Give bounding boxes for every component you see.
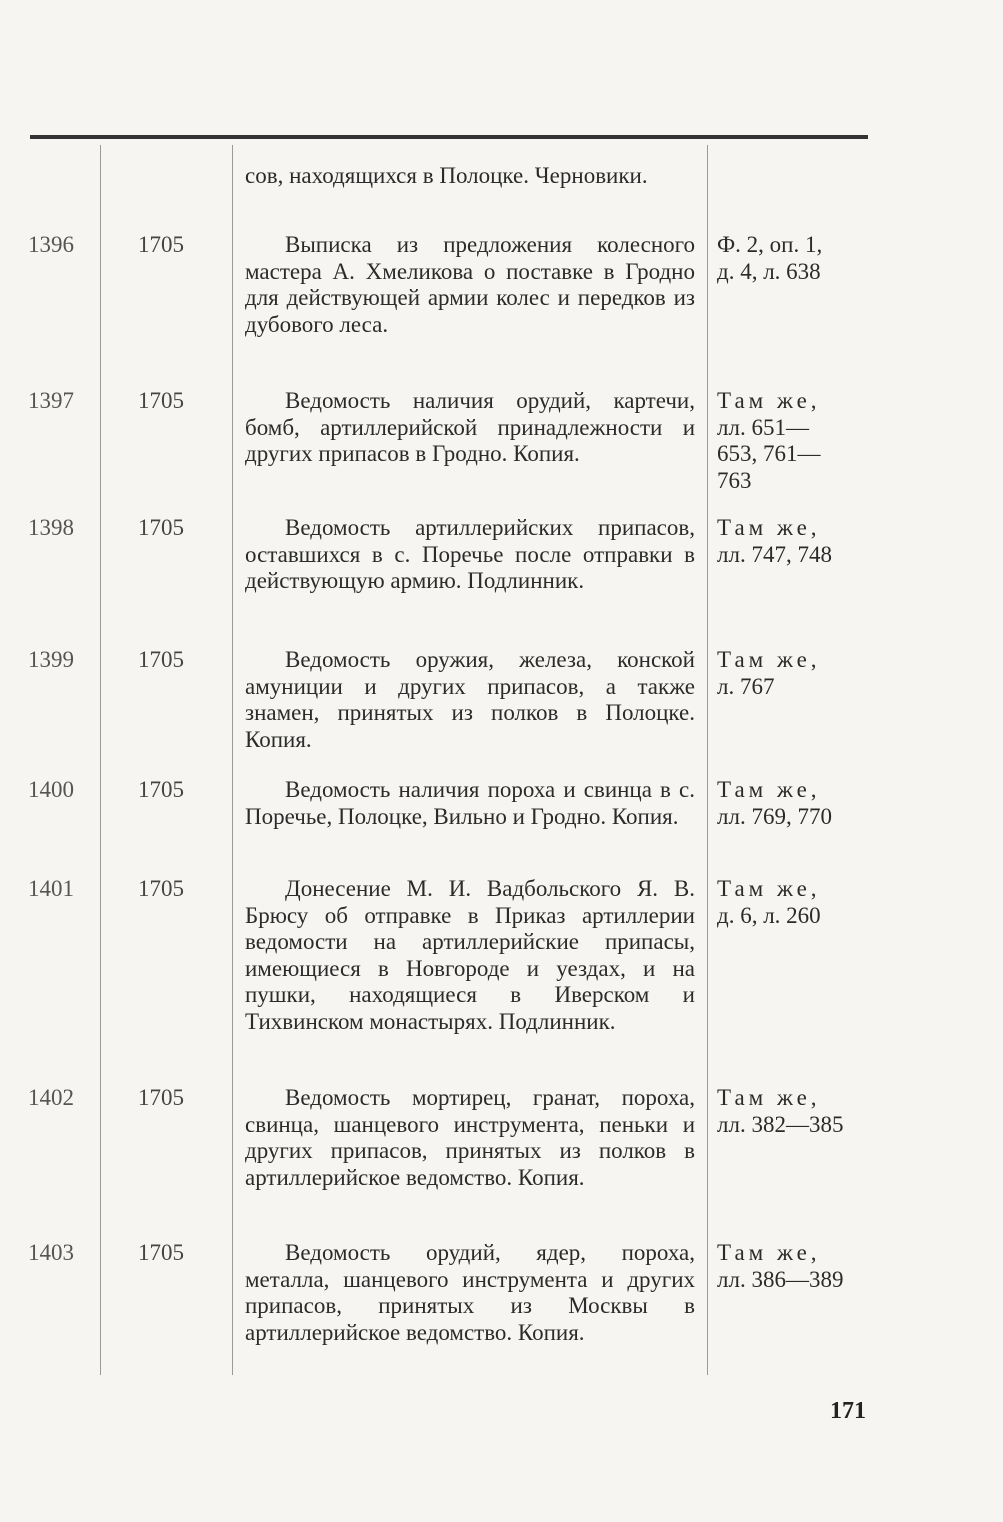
reference-line: Там же,: [717, 1085, 821, 1110]
entry-number: 1402: [28, 1085, 74, 1110]
entry-description: Ведомость оружия, железа, конской амуниции и других припасов, а также знамен, принятых из полков в Полоцке. Копия.: [245, 647, 695, 752]
entry-reference: [717, 1085, 847, 1138]
entry-number: 1400: [28, 777, 74, 802]
entry-reference: [717, 388, 847, 494]
entry-number: 1396: [28, 232, 74, 257]
reference-line: Там же,: [717, 388, 821, 413]
entry-number: 1398: [28, 515, 74, 540]
reference-line: Там же,: [717, 777, 821, 802]
entry-reference: [717, 515, 887, 568]
reference-line: Там же,: [717, 876, 821, 901]
reference-line: лл. 382—385: [717, 1111, 844, 1137]
column-divider: [707, 145, 708, 1375]
entry-number: 1399: [28, 647, 74, 672]
entry-description: Ведомость артиллерийских припасов, оставшихся в с. Поречье после отправки в действующую армию. Подлинник.: [245, 515, 695, 593]
entry-year: 1705: [138, 1085, 184, 1110]
reference-line: д. 6, л. 260: [717, 902, 821, 928]
reference-line: Ф. 2, оп. 1,: [717, 232, 823, 257]
entry-description: Донесение М. И. Вадбольского Я. В. Брюсу об отправке в Приказ артиллерии ведомости на артиллерийские припасы, имеющиеся в Новгороде и уездах, и на пушки, находящиеся в Иверском и Тихвинском монастырях. Подлинник.: [245, 876, 695, 1034]
reference-line: д. 4, л. 638: [717, 258, 821, 284]
top-rule: [30, 135, 868, 139]
entry-reference: [717, 777, 887, 830]
entry-description: Ведомость мортирец, гранат, пороха, свинца, шанцевого инструмента, пеньки и других припасов, принятых из полков в артиллерийское ведомство. Копия.: [245, 1085, 695, 1190]
entry-description: Выписка из предложения колесного мастера А. Хмеликова о поставке в Гродно для действующей армии колес и передков из дубового леса.: [245, 232, 695, 337]
entry-year: 1705: [138, 1240, 184, 1265]
reference-line: л. 767: [717, 673, 775, 699]
entry-year: 1705: [138, 876, 184, 901]
reference-line: лл. 651—653, 761—763: [717, 414, 821, 493]
reference-line: Там же,: [717, 1240, 821, 1265]
reference-line: Там же,: [717, 647, 821, 672]
reference-line: лл. 769, 770: [717, 803, 832, 829]
entry-year: 1705: [138, 647, 184, 672]
entry-number: 1397: [28, 388, 74, 413]
entry-year: 1705: [138, 777, 184, 802]
reference-line: Там же,: [717, 515, 821, 540]
entry-reference: [717, 647, 887, 700]
reference-line: лл. 386—389: [717, 1266, 844, 1292]
entry-year: 1705: [138, 388, 184, 413]
entry-reference: [717, 232, 887, 285]
entry-year: 1705: [138, 515, 184, 540]
entry-description: Ведомость наличия пороха и свинца в с. Поречье, Полоцке, Вильно и Гродно. Копия.: [245, 777, 695, 829]
entry-reference: [717, 876, 887, 929]
entry-year: 1705: [138, 232, 184, 257]
entry-description: Ведомость орудий, ядер, пороха, металла, шанцевого инструмента и других припасов, принятых из Москвы в артиллерийское ведомство. Копия.: [245, 1240, 695, 1345]
continuation-description: сов, находящихся в Полоцке. Черновики.: [245, 163, 648, 188]
entry-description: Ведомость наличия орудий, картечи, бомб, артиллерийской принадлежности и других припасов в Гродно. Копия.: [245, 388, 695, 466]
entry-number: 1401: [28, 876, 74, 901]
page-number: 171: [830, 1398, 866, 1424]
column-divider: [232, 145, 233, 1375]
entry-number: 1403: [28, 1240, 74, 1265]
column-divider: [100, 145, 101, 1375]
entry-reference: [717, 1240, 847, 1293]
reference-line: лл. 747, 748: [717, 541, 832, 567]
